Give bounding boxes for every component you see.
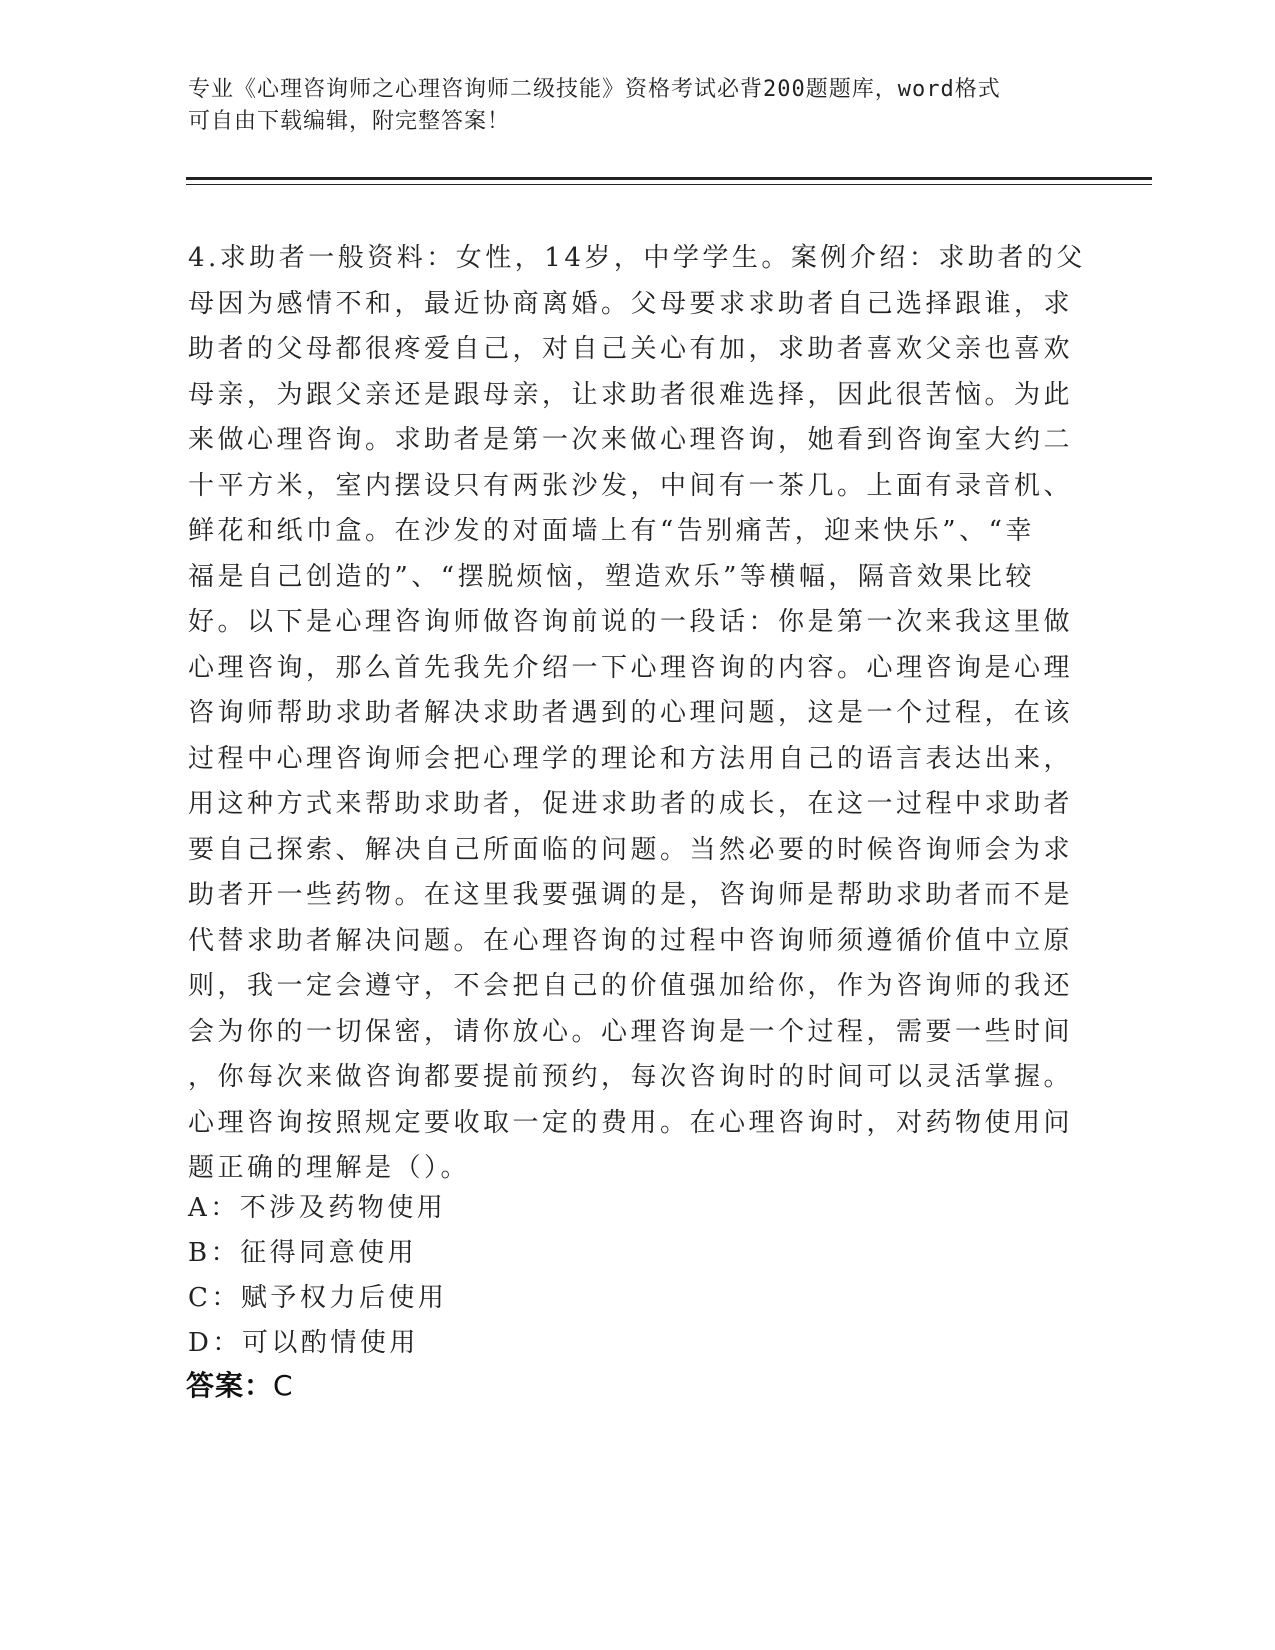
option-c: C：赋予权力后使用 — [188, 1283, 448, 1313]
question-line: 心理咨询，那么首先我先介绍一下心理咨询的内容。心理咨询是心理 — [188, 652, 1074, 683]
header-line-2: 可自由下载编辑，附完整答案！ — [188, 109, 511, 134]
header-divider-thin — [186, 184, 1152, 185]
question-line: 福是自己创造的”、“摆脱烦恼，塑造欢乐”等横幅，隔音效果比较 — [188, 561, 1035, 592]
question-line: 母亲，为跟父亲还是跟母亲，让求助者很难选择，因此很苦恼。为此 — [188, 379, 1074, 410]
question-line: 心理咨询按照规定要收取一定的费用。在心理咨询时，对药物使用问 — [188, 1107, 1074, 1138]
option-d: D：可以酌情使用 — [188, 1328, 419, 1358]
question-line: 用这种方式来帮助求助者，促进求助者的成长，在这一过程中求助者 — [188, 789, 1074, 819]
option-b: B：征得同意使用 — [188, 1238, 418, 1268]
question-line: 题正确的理解是（）。 — [188, 1153, 471, 1183]
question-line: 母因为感情不和，最近协商离婚。父母要求求助者自己选择跟谁，求 — [188, 288, 1074, 319]
question-line: ，你每次来做咨询都要提前预约，每次咨询时的时间可以灵活掌握。 — [188, 1062, 1074, 1092]
question-line: 来做心理咨询。求助者是第一次来做心理咨询，她看到咨询室大约二 — [188, 425, 1074, 455]
question-line: 代替求助者解决问题。在心理咨询的过程中咨询师须遵循价值中立原 — [188, 925, 1074, 956]
answer-line — [186, 1366, 294, 1406]
header-line-1: 专业《心理咨询师之心理咨询师二级技能》资格考试必背200题题库，word格式 — [188, 77, 1001, 102]
question-line: 助者的父母都很疼爱自己，对自己关心有加，求助者喜欢父亲也喜欢 — [188, 334, 1074, 364]
question-text — [188, 236, 1086, 1192]
question-line: 4.求助者一般资料：女性，14岁，中学学生。案例介绍：求助者的父 — [188, 243, 1086, 273]
question-line: 鲜花和纸巾盒。在沙发的对面墙上有“告别痛苦，迎来快乐”、“幸 — [188, 516, 1035, 546]
answer-value: C — [273, 1369, 294, 1402]
question-line: 好。以下是心理咨询师做咨询前说的一段话：你是第一次来我这里做 — [188, 607, 1074, 637]
answer-options — [188, 1186, 1068, 1366]
question-line: 助者开一些药物。在这里我要强调的是，咨询师是帮助求助者而不是 — [188, 880, 1074, 910]
question-line: 则，我一定会遵守，不会把自己的价值强加给你，作为咨询师的我还 — [188, 971, 1074, 1001]
header-divider-thick — [186, 177, 1152, 180]
document-header — [188, 74, 1068, 138]
question-line: 十平方米，室内摆设只有两张沙发，中间有一茶几。上面有录音机、 — [188, 470, 1074, 501]
question-line: 要自己探索、解决自己所面临的问题。当然必要的时候咨询师会为求 — [188, 834, 1074, 865]
question-line: 过程中心理咨询师会把心理学的理论和方法用自己的语言表达出来， — [188, 743, 1074, 774]
answer-label: 答案： — [186, 1369, 274, 1402]
question-line: 咨询师帮助求助者解决求助者遇到的心理问题，这是一个过程，在该 — [188, 698, 1074, 728]
question-line: 会为你的一切保密，请你放心。心理咨询是一个过程，需要一些时间 — [188, 1016, 1074, 1047]
option-a: A：不涉及药物使用 — [188, 1193, 447, 1223]
